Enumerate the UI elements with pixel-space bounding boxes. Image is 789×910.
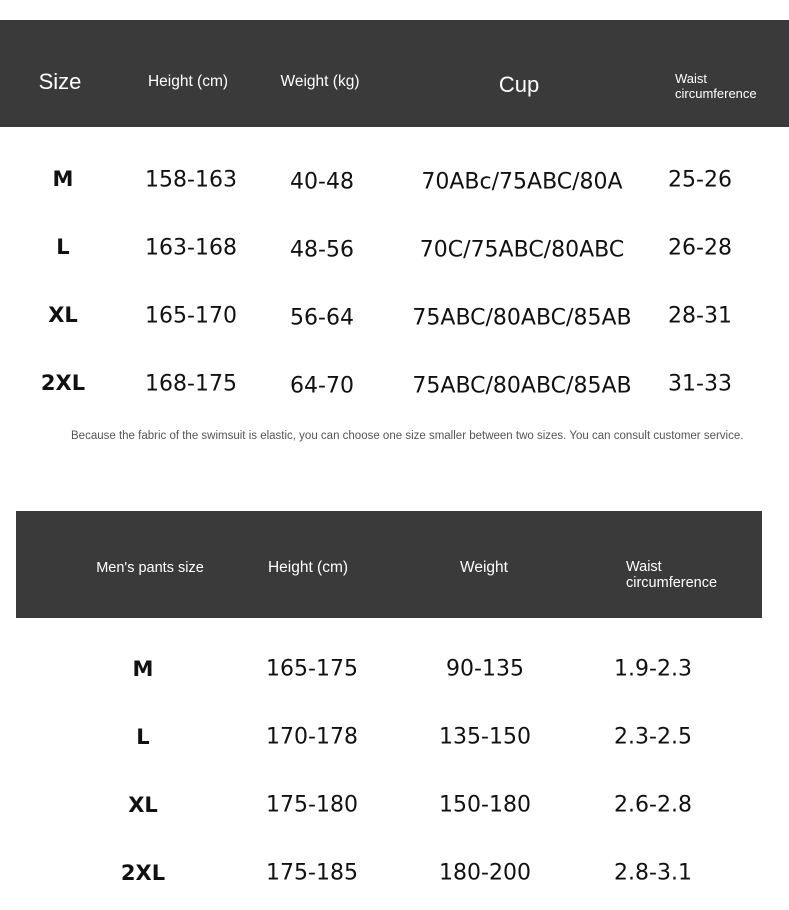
table1-header-weight: Weight (kg) [280,73,360,90]
table2-cell-weight: 180-200 [439,860,531,886]
table1-cell-waist: 31-33 [668,371,732,397]
table2-cell-weight: 135-150 [439,724,531,750]
table1-cell-cup: 75ABC/80ABC/85AB [412,373,632,399]
table1-cell-size: L [56,235,70,259]
table2-header-waist-line1: Waist [626,559,662,575]
table2-header-waist-line2: circumference [626,575,718,591]
table2-cell-height: 165-175 [266,656,358,682]
table1-cell-size: M [52,167,74,191]
table2-cell-weight: 150-180 [439,792,531,818]
table1-cell-weight: 40-48 [290,169,354,195]
table1-header-cup: Cup [498,72,540,97]
table2-cell-size: L [136,725,150,749]
table2-header-weight: Weight [460,559,508,576]
table1-cell-waist: 26-28 [668,235,732,261]
table2-cell-waist: 2.3-2.5 [614,724,692,750]
table1-cell-height: 158-163 [145,167,237,193]
table1-header-waist [675,71,757,101]
table1-cell-weight: 48-56 [290,237,354,263]
table1-header [0,20,789,127]
table1-cell-waist: 25-26 [668,167,732,193]
table2-header-height: Height (cm) [267,559,349,576]
table2-cell-waist: 2.8-3.1 [614,860,692,886]
table2-cell-size: M [132,657,154,681]
table1-cell-weight: 56-64 [290,305,354,331]
table2-header-waist [626,559,717,591]
table2-cell-waist: 2.6-2.8 [614,792,692,818]
table1-header-waist-line1: Waist [675,71,708,86]
table1-cell-size: 2XL [40,371,86,395]
table2-cell-size: XL [128,793,158,817]
table2-cell-height: 170-178 [266,724,358,750]
size-note: Because the fabric of the swimsuit is elastic, you can choose one size smaller between two sizes. You can consult customer service. [71,430,744,442]
table1-header-size: Size [38,69,82,94]
table1-cell-waist: 28-31 [668,303,732,329]
table2-cell-size: 2XL [120,861,166,885]
table2-cell-height: 175-185 [266,860,358,886]
table2-cell-height: 175-180 [266,792,358,818]
table1-cell-size: XL [48,303,78,327]
table1-header-height: Height (cm) [147,73,229,90]
table1-cell-height: 168-175 [145,371,237,397]
table2-cell-weight: 90-135 [446,656,524,682]
table2-cell-waist: 1.9-2.3 [614,656,692,682]
table1-header-waist-line2: circumference [675,86,757,101]
table1-cell-height: 165-170 [145,303,237,329]
table1-cell-height: 163-168 [145,235,237,261]
table2-header-size: Men's pants size [96,560,204,576]
table1-cell-cup: 70ABc/75ABC/80A [421,169,623,195]
table1-cell-cup: 75ABC/80ABC/85AB [412,305,632,331]
table1-cell-weight: 64-70 [290,373,354,399]
table1-cell-cup: 70C/75ABC/80ABC [419,237,625,263]
